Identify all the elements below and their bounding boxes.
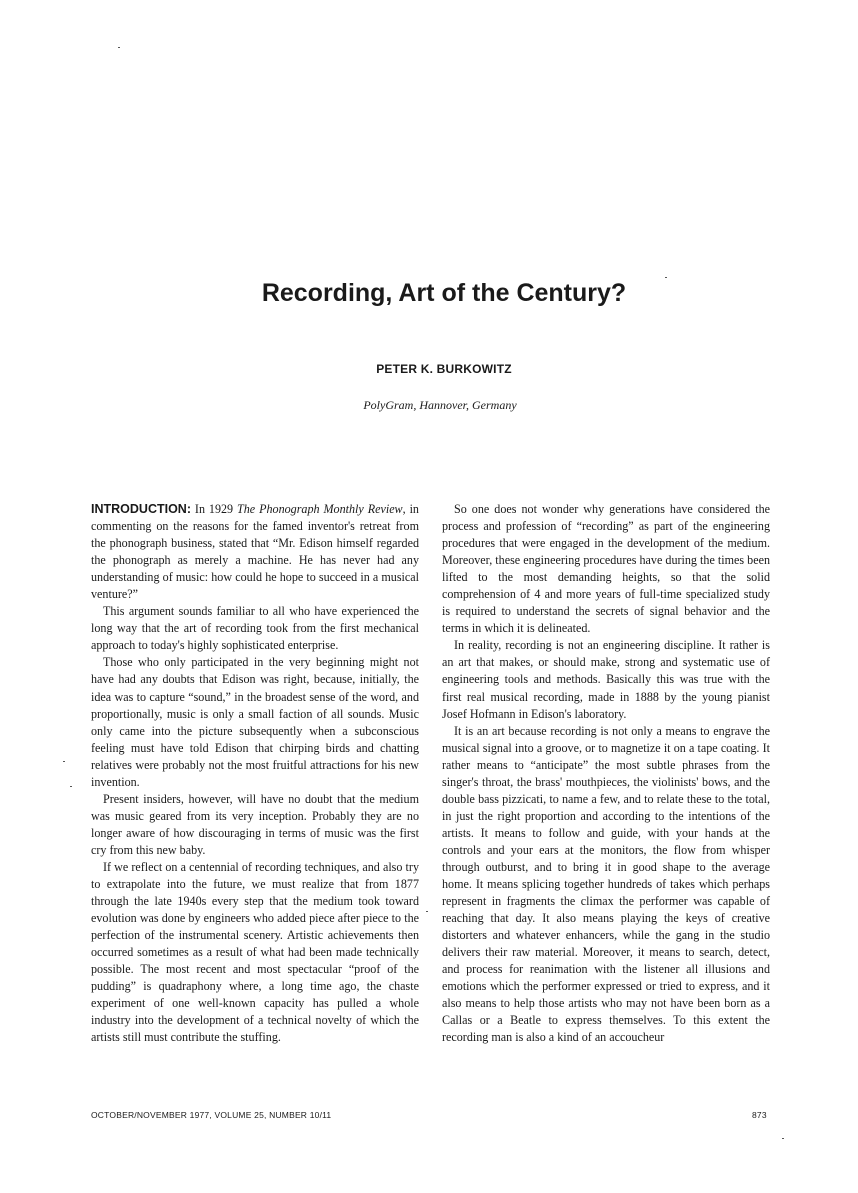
scan-speck [70, 786, 72, 787]
intro-text-b: , in commenting on the reasons for the famed inventor's retreat from the phonograph business, stated that “Mr. Edison himself regarded the phonograph as merely a machine. He has never had any understanding of music: how could he hope to succeed in a musical venture?” [91, 502, 419, 602]
footer-page-number: 873 [752, 1110, 767, 1120]
left-column [91, 501, 419, 1047]
intro-paragraph [91, 501, 419, 603]
paragraph: This argument sounds familiar to all who have experienced the long way that the art of recording took from the first mechanical approach to today's highly sophisticated enterprise. [91, 604, 419, 653]
paragraph: Present insiders, however, will have no doubt that the medium was music geared from its very inception. Probably they are no longer aware of how discouraging in terms of music was the first cry from this new baby. [91, 791, 419, 857]
paragraph: So one does not wonder why generations have considered the process and profession of “recording” as part of the engineering procedures that were engaged in the development of the medium. Moreover, these engineering procedures have during the times been lifted to the most demanding heights, so that the solid comprehension of 4 and more years of full-time specialized study is required to understand the secrets of signal behavior and the terms in which it is delineated. [442, 502, 770, 636]
scan-speck [63, 761, 65, 762]
paragraph: If we reflect on a centennial of recording techniques, and also try to extrapolate into the future, we must realize that from 1877 through the late 1940s every step that the medium took toward evolution was done by engineers who added piece after piece to the perfection of the instrumental scenery. Artistic achievements then occurred sometimes as a result of what had been made technically possible. The most recent and most spectacular “proof of the pudding” is quadraphony where, a long time ago, the chaste experiment of one well-known capacity has pulled a whole industry into the development of a technical novelty of which the artists still must contribute the stuffing. [91, 859, 419, 1045]
paragraph: It is an art because recording is not only a means to engrave the musical signal into a groove, or to magnetize it on a tape coating. It rather means to “anticipate” the most subtle phrases from the singer's throat, the brass' mouthpieces, the violinists' bows, and the double bass pizzicati, to name a few, and to relate these to the total, in just the right proportion and according to the intentions of the artists. It means to follow and guide, with your hands at the controls and your ears at the monitors, the flow from whisper through outburst, and to bring it in good shape to the average home. It means splicing together hundreds of takes which perhaps represent in fragments the climax the performer was capable of reaching that day. It also means playing the keys of creative distorters and whatever enhancers, while the gang in the studio delivers their raw material. Moreover, it means to search, detect, and process for reanimation with the listener all illusions and emotions which the performer expressed or tried to express, and it also means to help those artists who may not have been born as a Callas or a Beatle to express themselves. To this extent the recording man is also a kind of an accoucheur [442, 723, 770, 1045]
scan-speck [426, 911, 428, 912]
footer-issue: OCTOBER/NOVEMBER 1977, VOLUME 25, NUMBER 10/11 [91, 1110, 332, 1120]
intro-text-a: In 1929 [191, 502, 238, 516]
article-author: PETER K. BURKOWITZ [376, 362, 512, 376]
scan-speck [665, 277, 667, 278]
author-affiliation: PolyGram, Hannover, Germany [363, 398, 517, 412]
paragraph: Those who only participated in the very beginning might not have had any doubts that Edison was right, because, initially, the idea was to capture “sound,” in the broadest sense of the word, and proportionally, music is only a small faction of all sounds. Music only came into the picture subsequently when a subconscious feeling must have told Edison that chirping birds and chatting relatives were probably not the most fruitful attractions for his new invention. [91, 655, 419, 789]
article-title: Recording, Art of the Century? [261, 279, 627, 307]
right-column [442, 501, 770, 1047]
paragraph: In reality, recording is not an engineering discipline. It rather is an art that makes, or should make, strong and systematic use of engineering tools and methods. Basically this was true with the first real musical recording, made in 1888 by the young pianist Josef Hofmann in Edison's laboratory. [442, 638, 770, 721]
section-lead-label: INTRODUCTION: [91, 502, 191, 516]
journal-title: The Phonograph Monthly Review [237, 502, 403, 516]
scan-speck [118, 47, 120, 48]
scan-speck [782, 1138, 784, 1139]
